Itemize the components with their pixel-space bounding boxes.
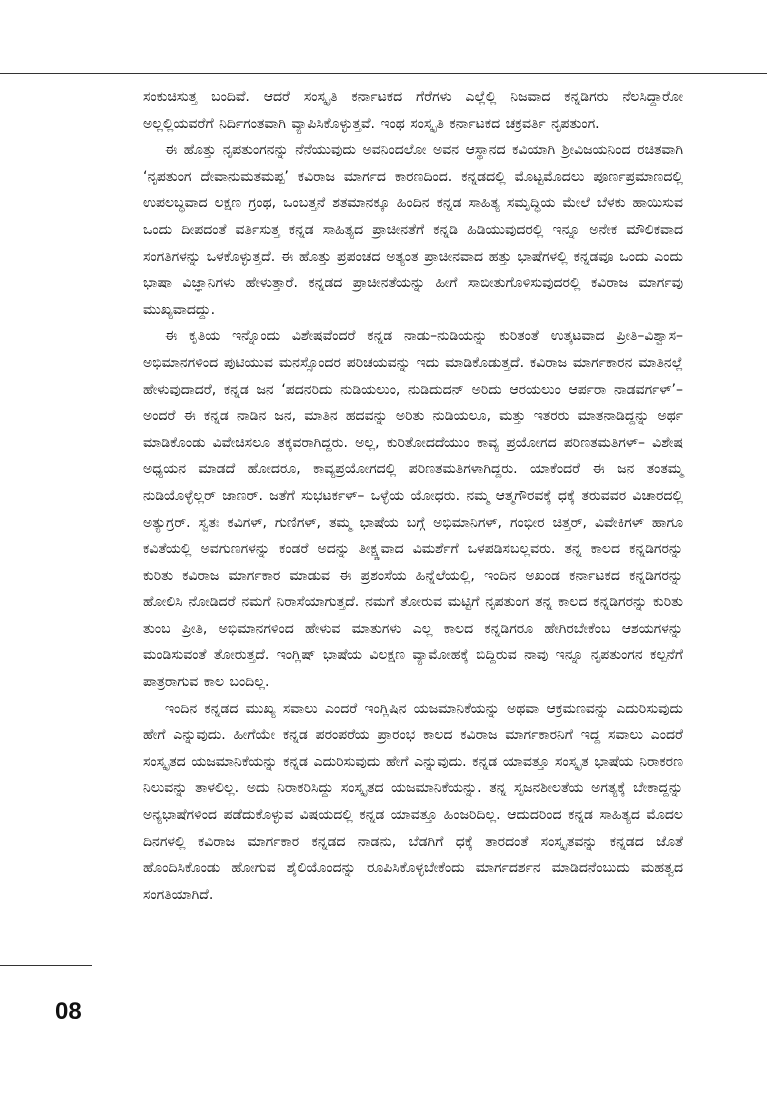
paragraph-nrupatunga: ಈ ಹೊತ್ತು ನೃಪತುಂಗನನ್ನು ನೆನೆಯುವುದು ಅವನಿಂದಲೋ ಅವನ ಆಸ್ಥಾನದ ಕವಿಯಾಗಿ ಶ್ರೀವಿಜಯನಿಂದ ರಚಿತವಾಗಿ ‘ನೃಪತುಂಗ ದೇವಾನುಮತಮಪ್ಪ’ ಕವಿರಾಜ ಮಾರ್ಗದ ಕಾರಣದಿಂದ. ಕನ್ನಡದಲ್ಲಿ ಮೊಟ್ಟಮೊದಲು ಪೂರ್ಣಪ್ರಮಾಣದಲ್ಲಿ ಉಪಲಬ್ಧವಾದ ಲಕ್ಷಣ ಗ್ರಂಥ, ಒಂಬತ್ತನೆ ಶತಮಾನಕ್ಕೂ ಹಿಂದಿನ ಕನ್ನಡ ಸಾಹಿತ್ಯ ಸಮೃದ್ಧಿಯ ಮೇಲೆ ಬೆಳಕು ಹಾಯಿಸುವ ಒಂದು ದೀಪದಂತೆ ವರ್ತಿಸುತ್ತ ಕನ್ನಡ ಸಾಹಿತ್ಯದ ಪ್ರಾಚೀನತೆಗೆ ಕನ್ನಡಿ ಹಿಡಿಯುವುದರಲ್ಲಿ ಇನ್ನೂ ಅನೇಕ ಮೌಲಿಕವಾದ ಸಂಗತಿಗಳನ್ನು ಒಳಕೊಳ್ಳುತ್ತದೆ. ಈ ಹೊತ್ತು ಪ್ರಪಂಚದ ಅತ್ಯಂತ ಪ್ರಾಚೀನವಾದ ಹತ್ತು ಭಾಷೆಗಳಲ್ಲಿ ಕನ್ನಡವೂ ಒಂದು ಎಂದು ಭಾಷಾ ವಿಜ್ಞಾನಿಗಳು ಹೇಳುತ್ತಾರೆ. ಕನ್ನಡದ ಪ್ರಾಚೀನತೆಯನ್ನು ಹೀಗೆ ಸಾಬೀತುಗೊಳಿಸುವುದರಲ್ಲಿ ಕವಿರಾಜ ಮಾರ್ಗವು ಮುಖ್ಯವಾದದ್ದು. [143, 142, 683, 318]
paragraph-kavirajamarga-praise: ಈ ಕೃತಿಯ ಇನ್ನೊಂದು ವಿಶೇಷವೆಂದರೆ ಕನ್ನಡ ನಾಡು–ನುಡಿಯನ್ನು ಕುರಿತಂತೆ ಉತ್ಕಟವಾದ ಪ್ರೀತಿ–ವಿಶ್ವಾಸ–ಅಭಿಮಾನಗಳಿಂದ ಪುಟಿಯುವ ಮನಸ್ಸೊಂದರ ಪರಿಚಯವನ್ನು ಇದು ಮಾಡಿಕೊಡುತ್ತದೆ. ಕವಿರಾಜ ಮಾರ್ಗಕಾರನ ಮಾತಿನಲ್ಲೆ ಹೇಳುವುದಾದರೆ, ಕನ್ನಡ ಜನ ‘ಪದನರಿದು ನುಡಿಯಲುಂ, ನುಡಿದುದನ್ ಅರಿದು ಆರಯಲುಂ ಆರ್ಪರಾ ನಾಡವರ್ಗಳ್’– ಅಂದರೆ ಈ ಕನ್ನಡ ನಾಡಿನ ಜನ, ಮಾತಿನ ಹದವನ್ನು ಅರಿತು ನುಡಿಯಲೂ, ಮತ್ತು ಇತರರು ಮಾತನಾಡಿದ್ದನ್ನು ಅರ್ಥ ಮಾಡಿಕೊಂಡು ವಿವೇಚಿಸಲೂ ತಕ್ಕವರಾಗಿದ್ದರು. ಅಲ್ಲ, ಕುರಿತೋದದೆಯುಂ ಕಾವ್ಯ ಪ್ರಯೋಗದ ಪರಿಣತಮತಿಗಳ್– ವಿಶೇಷ ಅಧ್ಯಯನ ಮಾಡದೆ ಹೋದರೂ, ಕಾವ್ಯಪ್ರಯೋಗದಲ್ಲಿ ಪರಿಣತಮತಿಗಳಾಗಿದ್ದರು. ಯಾಕೆಂದರೆ ಈ ಜನ ತಂತಮ್ಮ ನುಡಿಯೊಳ್ಳೆಲ್ಲರ್ ಜಾಣರ್. ಜತೆಗೆ ಸುಭಟರ್ಕಳ್– ಒಳ್ಳೆಯ ಯೋಧರು. ನಮ್ಮ ಆತ್ಮಗೌರವಕ್ಕೆ ಧಕ್ಕೆ ತರುವವರ ವಿಚಾರದಲ್ಲಿ ಅತ್ಯುಗ್ರರ್. ಸ್ವತಃ ಕವಿಗಳ್, ಗುಣಿಗಳ್, ತಮ್ಮ ಭಾಷೆಯ ಬಗ್ಗೆ ಅಭಿಮಾನಿಗಳ್, ಗಂಭೀರ ಚಿತ್ತರ್, ವಿವೇಕಿಗಳ್ ಹಾಗೂ ಕವಿತೆಯಲ್ಲಿ ಅವಗುಣಗಳನ್ನು ಕಂಡರೆ ಅದನ್ನು ತೀಕ್ಷ್ಣವಾದ ವಿಮರ್ಶೆಗೆ ಒಳಪಡಿಸಬಲ್ಲವರು. ತನ್ನ ಕಾಲದ ಕನ್ನಡಿಗರನ್ನು ಕುರಿತು ಕವಿರಾಜ ಮಾರ್ಗಕಾರ ಮಾಡುವ ಈ ಪ್ರಶಂಸೆಯ ಹಿನ್ನೆಲೆಯಲ್ಲಿ, ಇಂದಿನ ಅಖಂಡ ಕರ್ನಾಟಕದ ಕನ್ನಡಿಗರನ್ನು ಹೋಲಿಸಿ ನೋಡಿದರೆ ನಮಗೆ ನಿರಾಸೆಯಾಗುತ್ತದೆ. ನಮಗೆ ತೋರುವ ಮಟ್ಟಿಗೆ ನೃಪತುಂಗ ತನ್ನ ಕಾಲದ ಕನ್ನಡಿಗರನ್ನು ಕುರಿತು ತುಂಬ ಪ್ರೀತಿ, ಅಭಿಮಾನಗಳಿಂದ ಹೇಳುವ ಮಾತುಗಳು ಎಲ್ಲ ಕಾಲದ ಕನ್ನಡಿಗರೂ ಹೇಗಿರಬೇಕೆಂಬ ಆಶಯಗಳನ್ನು ಮಂಡಿಸುವಂತೆ ತೋರುತ್ತದೆ. ಇಂಗ್ಲಿಷ್ ಭಾಷೆಯ ವಿಲಕ್ಷಣ ವ್ಯಾಮೋಹಕ್ಕೆ ಬಿದ್ದಿರುವ ನಾವು ಇನ್ನೂ ನೃಪತುಂಗನ ಕಲ್ಪನೆಗೆ ಪಾತ್ರರಾಗುವ ಕಾಲ ಬಂದಿಲ್ಲ. [143, 328, 683, 691]
page-number: 08 [55, 998, 82, 1025]
paragraph-continuation: ಸಂಕುಚಿಸುತ್ತ ಬಂದಿವೆ. ಆದರೆ ಸಂಸ್ಕೃತಿ ಕರ್ನಾಟಕದ ಗೆರೆಗಳು ಎಲ್ಲೆಲ್ಲಿ ನಿಜವಾದ ಕನ್ನಡಿಗರು ನೆಲಸಿದ್ದಾರೋ ಅಲ್ಲಲ್ಲಿಯವರೆಗೆ ನಿರ್ದಿಗಂತವಾಗಿ ವ್ಯಾಪಿಸಿಕೊಳ್ಳುತ್ತವೆ. ಇಂಥ ಸಂಸ್ಕೃತಿ ಕರ್ನಾಟಕದ ಚಕ್ರವರ್ತಿ ನೃಪತುಂಗ. [143, 89, 683, 132]
header-rule [0, 73, 767, 74]
footer-rule [0, 965, 92, 966]
paragraph-english-challenge: ಇಂದಿನ ಕನ್ನಡದ ಮುಖ್ಯ ಸವಾಲು ಎಂದರೆ ಇಂಗ್ಲಿಷಿನ ಯಜಮಾನಿಕೆಯನ್ನು ಅಥವಾ ಆಕ್ರಮಣವನ್ನು ಎದುರಿಸುವುದು ಹೇಗೆ ಎನ್ನುವುದು. ಹೀಗೆಯೇ ಕನ್ನಡ ಪರಂಪರೆಯ ಪ್ರಾರಂಭ ಕಾಲದ ಕವಿರಾಜ ಮಾರ್ಗಕಾರನಿಗೆ ಇದ್ದ ಸವಾಲು ಎಂದರೆ ಸಂಸ್ಕೃತದ ಯಜಮಾನಿಕೆಯನ್ನು ಕನ್ನಡ ಎದುರಿಸುವುದು ಹೇಗೆ ಎನ್ನುವುದು. ಕನ್ನಡ ಯಾವತ್ತೂ ಸಂಸ್ಕೃತ ಭಾಷೆಯ ನಿರಾಕರಣ ನಿಲುವನ್ನು ತಾಳಲಿಲ್ಲ. ಅದು ನಿರಾಕರಿಸಿದ್ದು ಸಂಸ್ಕೃತದ ಯಜಮಾನಿಕೆಯನ್ನು. ತನ್ನ ಸೃಜನಶೀಲತೆಯ ಅಗತ್ಯಕ್ಕೆ ಬೇಕಾದ್ದನ್ನು ಅನ್ಯಭಾಷೆಗಳಿಂದ ಪಡೆದುಕೊಳ್ಳುವ ವಿಷಯದಲ್ಲಿ ಕನ್ನಡ ಯಾವತ್ತೂ ಹಿಂಜರಿದಿಲ್ಲ. ಆದುದರಿಂದ ಕನ್ನಡ ಸಾಹಿತ್ಯದ ಮೊದಲ ದಿನಗಳಲ್ಲಿ ಕವಿರಾಜ ಮಾರ್ಗಕಾರ ಕನ್ನಡದ ನಾಡನು, ಬೆಡಗಿಗೆ ಧಕ್ಕೆ ತಾರದಂತೆ ಸಂಸ್ಕೃತವನ್ನು ಕನ್ನಡದ ಜೊತೆ ಹೊಂದಿಸಿಕೊಂಡು ಹೋಗುವ ಶೈಲಿಯೊಂದನ್ನು ರೂಪಿಸಿಕೊಳ್ಳಬೇಕೆಂದು ಮಾರ್ಗದರ್ಶನ ಮಾಡಿದನೆಂಬುದು ಮಹತ್ವದ ಸಂಗತಿಯಾಗಿದೆ. [143, 700, 683, 903]
page-body [143, 84, 683, 908]
